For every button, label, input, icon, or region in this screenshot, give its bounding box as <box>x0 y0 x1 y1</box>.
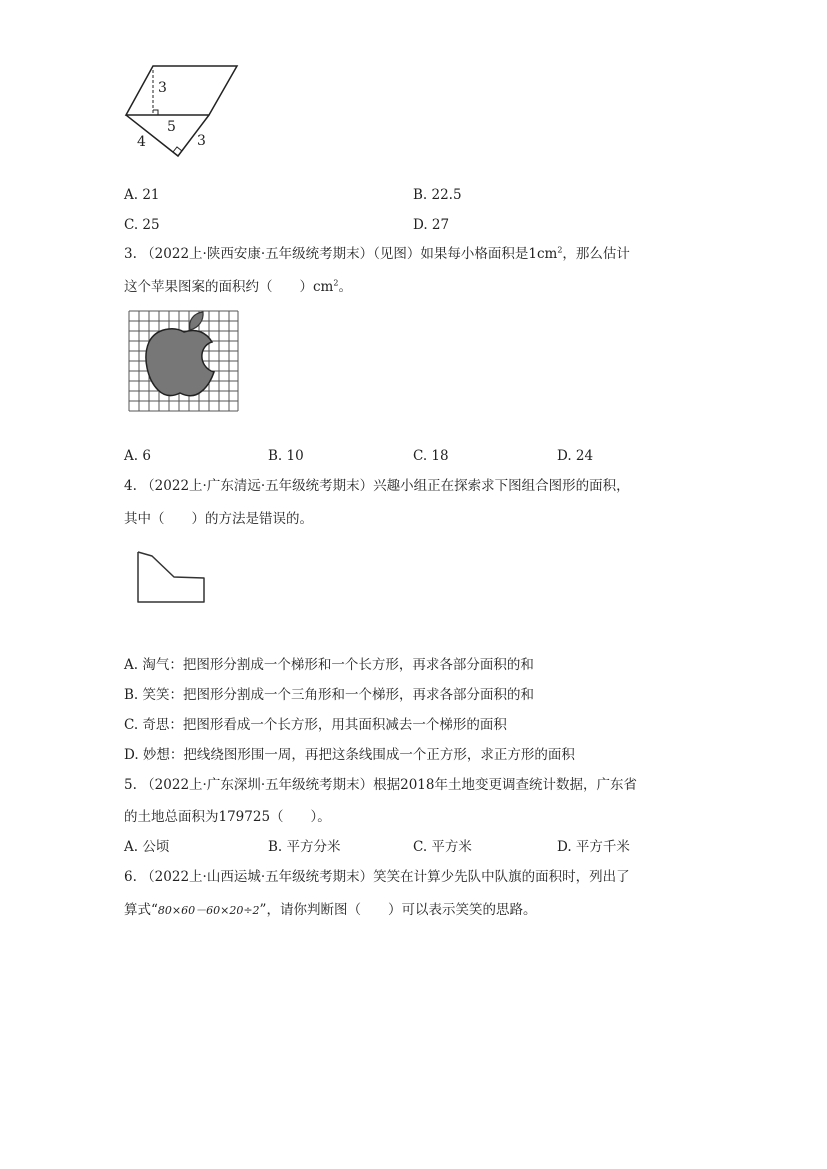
q5-option-c: C. 平方米 <box>413 839 472 855</box>
q3-line2-tail: 。 <box>338 279 352 295</box>
q6-line2-tail: ”，请你判断图（ ）可以表示笑笑的思路。 <box>259 902 537 918</box>
q3-line2-text: 这个苹果图案的面积约（ ）cm <box>124 279 334 295</box>
q4-option-b: B. 笑笑：把图形分割成一个三角形和一个梯形，再求各部分面积的和 <box>124 687 535 703</box>
label-leg-left: 4 <box>137 134 146 150</box>
q4-option-a: A. 淘气：把图形分割成一个梯形和一个长方形，再求各部分面积的和 <box>124 657 534 673</box>
apple-leaf <box>190 312 203 330</box>
q5-option-d: D. 平方千米 <box>557 839 630 855</box>
q5-option-b: B. 平方分米 <box>268 839 341 855</box>
q3-option-a: A. 6 <box>124 448 151 464</box>
q5-line2: 的土地总面积为179725（ ）。 <box>124 809 331 825</box>
q5-option-a: A. 公顷 <box>124 839 170 855</box>
composite-shape-figure <box>132 546 212 610</box>
q3-line2-sup: 2 <box>333 278 339 288</box>
label-leg-right: 3 <box>197 133 206 149</box>
parallelogram-triangle-figure <box>118 60 248 160</box>
q3-line1-text: 3. （2022上·陕西安康·五年级统考期末）（见图）如果每小格面积是1cm <box>124 246 558 262</box>
q6-formula: 80×60－60×20÷2 <box>157 904 260 917</box>
q6-line2-head: 算式“ <box>124 902 158 918</box>
apple-grid-figure <box>128 310 240 414</box>
q2-option-c: C. 25 <box>124 217 160 233</box>
q4-option-d: D. 妙想：把线绕图形围一周，再把这条线围成一个正方形，求正方形的面积 <box>124 747 575 763</box>
label-height: 3 <box>158 80 167 96</box>
q4-option-c: C. 奇思：把图形看成一个长方形，用其面积减去一个梯形的面积 <box>124 717 507 733</box>
q3-line1-sup: 2 <box>557 245 563 255</box>
q2-option-d: D. 27 <box>413 217 450 233</box>
q3-option-c: C. 18 <box>413 448 449 464</box>
q4-line1: 4. （2022上·广东清远·五年级统考期末）兴趣小组正在探索求下图组合图形的面积， <box>124 478 630 494</box>
q6-line1: 6. （2022上·山西运城·五年级统考期末）笑笑在计算少先队中队旗的面积时，列出了 <box>124 869 630 885</box>
q3-option-d: D. 24 <box>557 448 594 464</box>
q5-line1: 5. （2022上·广东深圳·五年级统考期末）根据2018年土地变更调查统计数据，广东省 <box>124 777 637 793</box>
label-base: 5 <box>167 119 176 135</box>
q3-line1 <box>124 245 630 263</box>
q2-option-a: A. 21 <box>124 187 160 203</box>
q3-option-b: B. 10 <box>268 448 304 464</box>
q3-line2 <box>124 278 352 296</box>
q2-option-b: B. 22.5 <box>413 187 462 203</box>
q6-line2 <box>124 901 536 920</box>
q4-line2: 其中（ ）的方法是错误的。 <box>124 511 313 527</box>
q3-line1-tail: ，那么估计 <box>562 246 630 262</box>
apple-shape <box>146 329 214 396</box>
